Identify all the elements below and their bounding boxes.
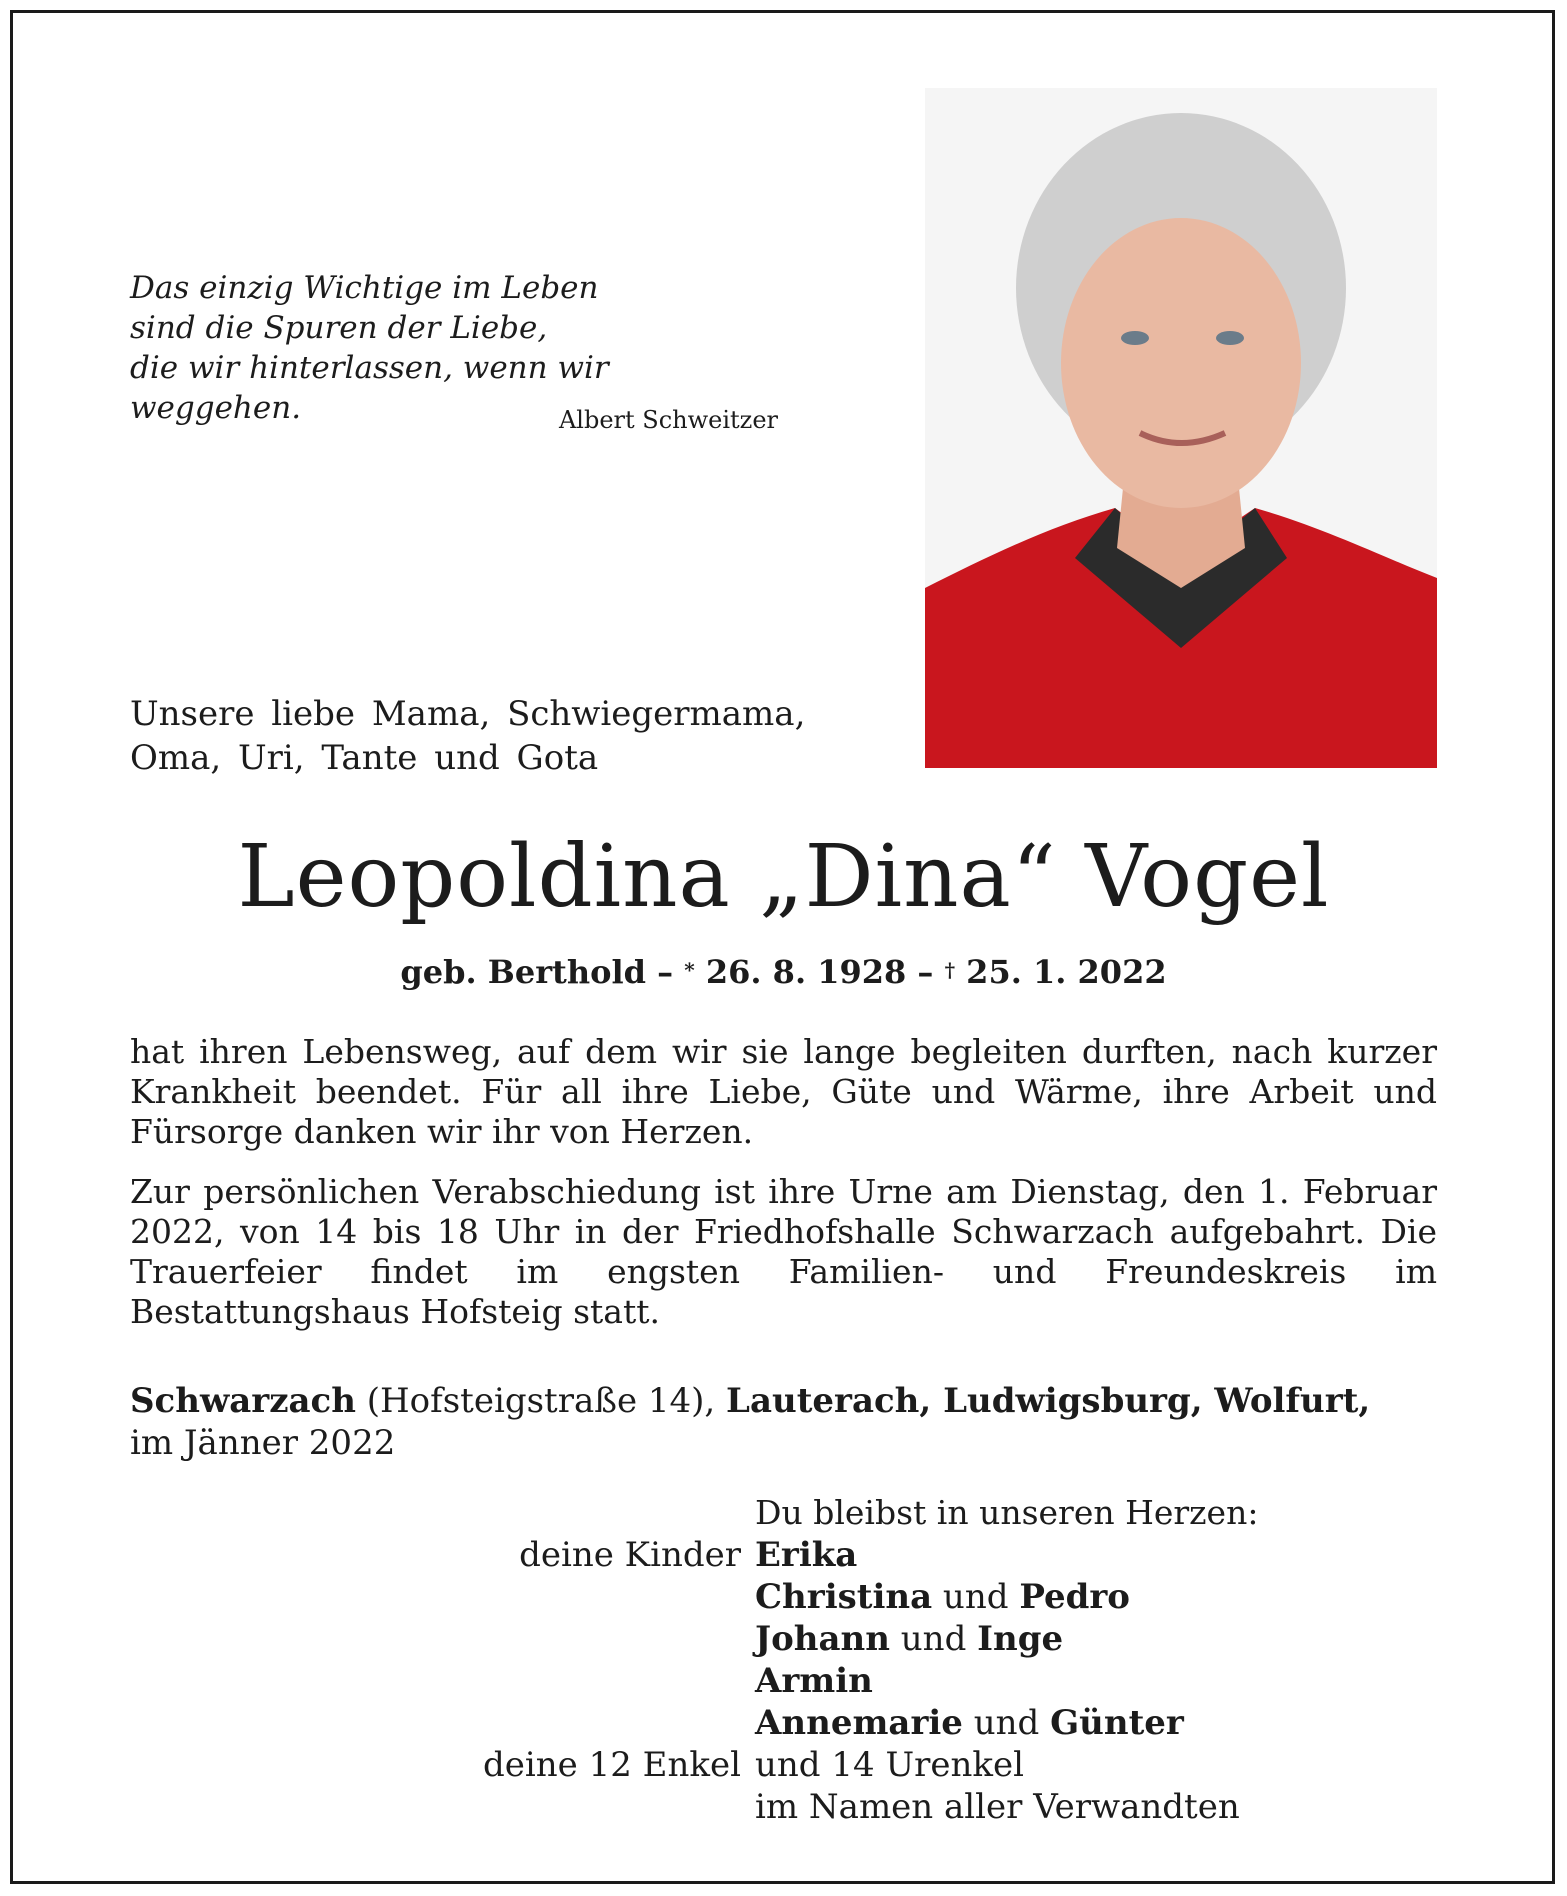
birth-date: 26. 8. 1928 – — [694, 953, 934, 991]
intro-line: Unsere liebe Mama, Schwiegermama, — [130, 694, 806, 734]
deceased-name: Leopoldina „Dina“ Vogel — [237, 827, 1330, 927]
child-name: Erika — [755, 1535, 858, 1575]
child-name: Johann — [755, 1619, 890, 1659]
relatives: im Namen aller Verwandten — [755, 1787, 1240, 1827]
town-schwarzach: Schwarzach — [130, 1381, 356, 1421]
and-text: und — [932, 1577, 1020, 1617]
grandchildren-label: deine 12 Enkel — [483, 1745, 741, 1785]
child-name: Christina — [755, 1577, 933, 1617]
place-and-date — [130, 1380, 1437, 1464]
life-dates — [0, 950, 1567, 994]
address: (Hofsteigstraße 14), — [355, 1381, 727, 1421]
partner-name: Günter — [1050, 1703, 1184, 1743]
and-text: und — [889, 1619, 978, 1659]
intro-text — [130, 692, 830, 780]
towns: Lauterach, Ludwigsburg, Wolfurt, — [726, 1381, 1371, 1421]
portrait-photo-icon — [925, 88, 1437, 768]
partner-name: Inge — [977, 1619, 1064, 1659]
born-icon: * — [684, 958, 695, 982]
photo-eye — [1216, 331, 1244, 345]
children-label: deine Kinder — [519, 1535, 741, 1575]
partner-name: Pedro — [1019, 1577, 1130, 1617]
and-text: und — [962, 1703, 1051, 1743]
photo-face — [1061, 218, 1301, 508]
notice-date: im Jänner 2022 — [130, 1423, 396, 1463]
child-name: Armin — [755, 1661, 873, 1701]
death-date: 25. 1. 2022 — [955, 953, 1167, 991]
great-grandchildren: und 14 Urenkel — [755, 1745, 1024, 1785]
quote-line: Das einzig Wichtige im Leben — [130, 270, 599, 306]
farewell-paragraph: Zur persönlichen Verabschiedung ist ihre Urne am Dienstag, den 1. Februar 2022, von 14 bis 18 Uhr in der Friedhofshalle Schwarzach aufgebahrt. Die Trauerfeier findet im engsten Familien- und Freundeskreis im Bestattungshaus Hofsteig statt. — [130, 1172, 1437, 1331]
died-icon: † — [944, 958, 956, 982]
maiden-name: geb. Berthold – — [400, 953, 674, 991]
intro-line: Oma, Uri, Tante und Gota — [130, 738, 599, 778]
mourners-heading: Du bleibst in unseren Herzen: — [755, 1493, 1259, 1532]
quote-line: sind die Spuren der Liebe, — [130, 310, 548, 346]
photo-eye — [1121, 331, 1149, 345]
obituary-paragraph: hat ihren Lebensweg, auf dem wir sie lange begleiten durften, nach kurzer Krankheit beendet. Für all ihre Liebe, Güte und Wärme, ihre Arbeit und Fürsorge danken wir ihr von Herzen. — [130, 1032, 1437, 1151]
quote-author: Albert Schweitzer — [558, 406, 778, 434]
quote-line: die wir hinterlassen, wenn wir weggehen. — [130, 350, 609, 426]
child-name: Annemarie — [755, 1703, 963, 1743]
